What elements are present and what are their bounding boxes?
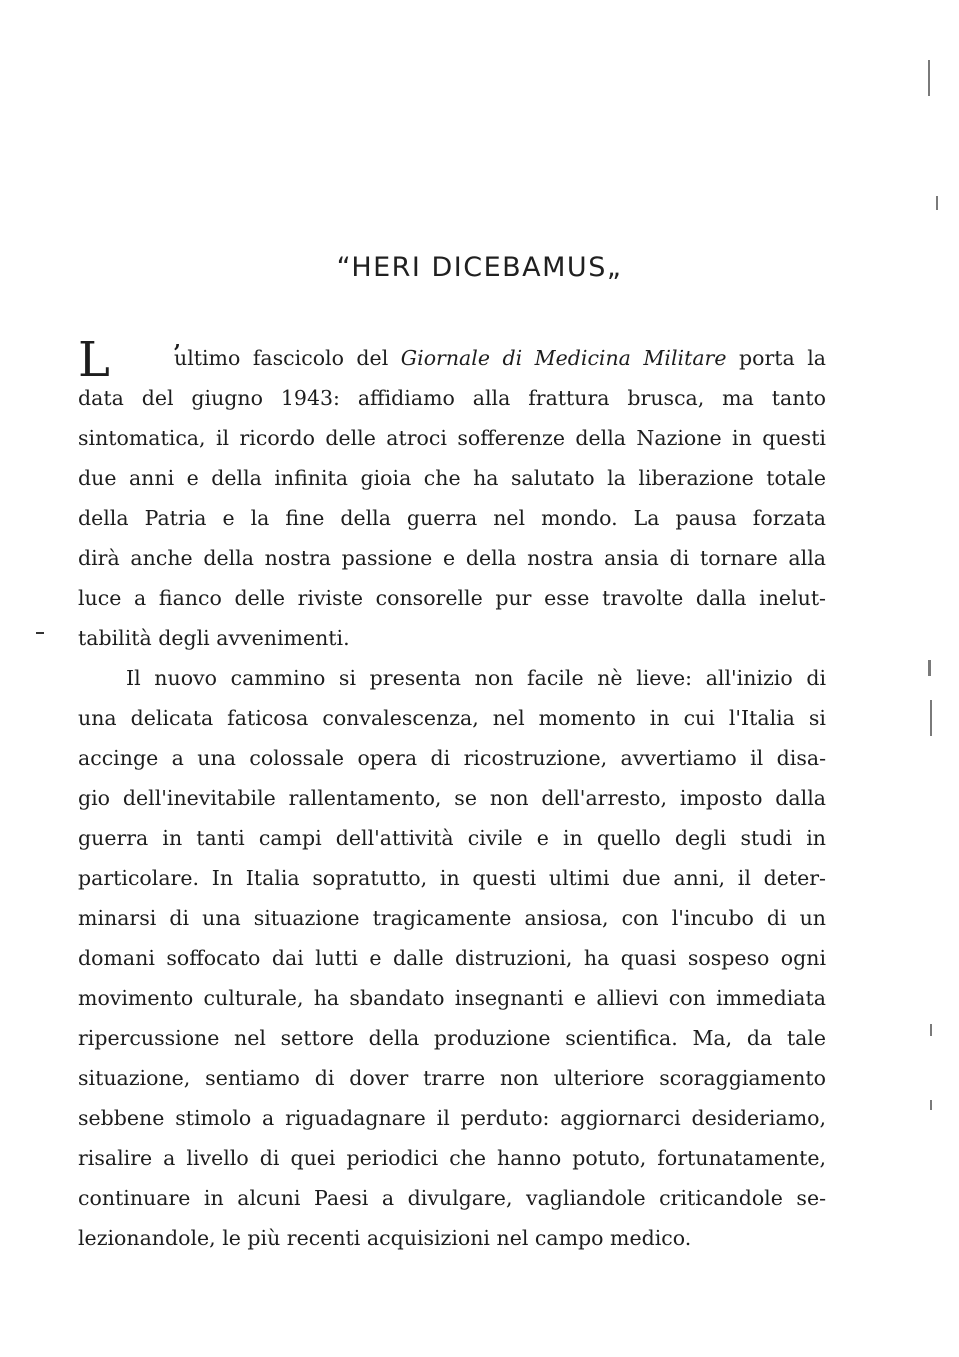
text-line: una delicata faticosa convalescenza, nel momento in cui l'Italia si (78, 706, 826, 730)
text-line: continuare in alcuni Paesi a divulgare, vagliandole criticandole se- (78, 1186, 826, 1210)
text-line: domani soffocato dai lutti e dalle distruzioni, ha quasi sospeso ogni (78, 946, 826, 970)
scan-speck (930, 1100, 932, 1110)
text-line: risalire a livello di quei periodici che hanno potuto, fortunatamente, (78, 1146, 826, 1170)
text-line: minarsi di una situazione tragicamente ansiosa, con l'incubo di un (78, 906, 826, 930)
text-line: della Patria e la fine della guerra nel mondo. La pausa forzata (78, 506, 826, 530)
scan-speck (936, 196, 938, 210)
text-line: sebbene stimolo a riguadagnare il perduto: aggiornarci desideriamo, (78, 1106, 826, 1130)
text-line: accinge a una colossale opera di ricostruzione, avvertiamo il disa- (78, 746, 826, 770)
text-line: due anni e della infinita gioia che ha salutato la liberazione totale (78, 466, 826, 490)
text-line: situazione, sentiamo di dover trarre non ulteriore scoraggiamento (78, 1066, 826, 1090)
text-line: ultimo fascicolo del Giornale di Medicina Militare porta la (174, 346, 826, 370)
text-line: particolare. In Italia sopratutto, in questi ultimi due anni, il deter- (78, 866, 826, 890)
text-line: ripercussione nel settore della produzione scientifica. Ma, da tale (78, 1026, 826, 1050)
page-title: “HERI DICEBAMUS„ (336, 252, 623, 283)
dropcap-apostrophe: , (174, 328, 181, 352)
text-line: dirà anche della nostra passione e della nostra ansia di tornare alla (78, 546, 826, 570)
text-line: data del giugno 1943: affidiamo alla frattura brusca, ma tanto (78, 386, 826, 410)
text-line: movimento culturale, ha sbandato insegnanti e allievi con immediata (78, 986, 826, 1010)
scan-speck (930, 700, 932, 736)
text-line: Il nuovo cammino si presenta non facile nè lieve: all'inizio di (126, 666, 826, 690)
scan-speck (928, 660, 931, 676)
dropcap-letter: L (78, 332, 110, 388)
text-line: luce a fianco delle riviste consorelle pur esse travolte dalla inelut- (78, 586, 826, 610)
text-line: gio dell'inevitabile rallentamento, se non dell'arresto, imposto dalla (78, 786, 826, 810)
text-line: lezionandole, le più recenti acquisizioni nel campo medico. (78, 1226, 692, 1250)
text-line: guerra in tanti campi dell'attività civile e in quello degli studi in (78, 826, 826, 850)
margin-mark (36, 632, 44, 634)
text-line: sintomatica, il ricordo delle atroci sofferenze della Nazione in questi (78, 426, 826, 450)
journal-title: Giornale di Medicina Militare (400, 346, 727, 370)
text-line: tabilità degli avvenimenti. (78, 626, 350, 650)
scan-speck (928, 60, 930, 96)
scan-speck (930, 1024, 932, 1036)
